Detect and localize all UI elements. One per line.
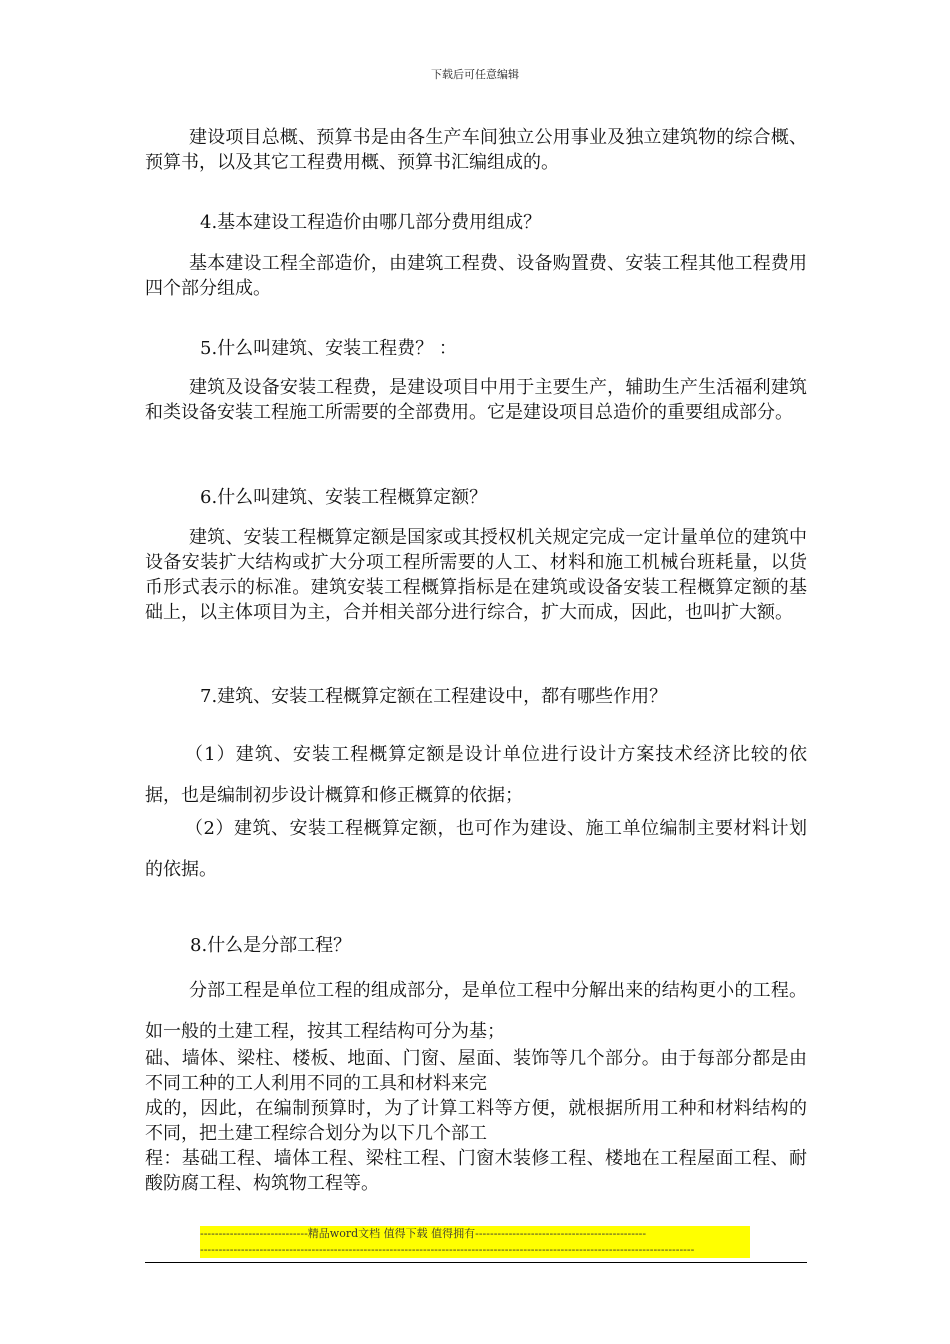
answer-8-part-4: 程：基础工程、墙体工程、梁柱工程、门窗木装修工程、楼地在工程屋面工程、耐酸防腐工程、构筑物工程等。 <box>145 1148 807 1194</box>
footer-line-1: -----------------------------精品word文档 值得下载 值得拥有---------------------------------------------- <box>200 1227 647 1240</box>
answer-4: 基本建设工程全部造价，由建筑工程费、设备购置费、安装工程其他工程费用四个部分组成。 <box>145 253 807 299</box>
footer-banner <box>200 1226 750 1258</box>
footer-rule <box>145 1262 807 1263</box>
answer-5: 建筑及设备安装工程费，是建设项目中用于主要生产，辅助生产生活福利建筑和类设备安装工程施工所需要的全部费用。它是建设项目总造价的重要组成部分。 <box>145 377 807 423</box>
answer-7-item-2: （2）建筑、安装工程概算定额，也可作为建设、施工单位编制主要材料计划的依据。 <box>145 818 807 880</box>
question-6: 6.什么叫建筑、安装工程概算定额？ <box>200 487 488 508</box>
question-4: 4.基本建设工程造价由哪几部分费用组成？ <box>200 212 542 233</box>
page-header: 下载后可任意编辑 <box>431 68 519 81</box>
paragraph-project-budget: 建设项目总概、预算书是由各生产车间独立公用事业及独立建筑物的综合概、预算书，以及其它工程费用概、预算书汇编组成的。 <box>145 127 807 173</box>
answer-8-part-2: 础、墙体、梁柱、楼板、地面、门窗、屋面、装饰等几个部分。由于每部分都是由不同工种的工人利用不同的工具和材料来完 <box>145 1048 807 1094</box>
question-7: 7.建筑、安装工程概算定额在工程建设中，都有哪些作用？ <box>200 686 668 707</box>
answer-6: 建筑、安装工程概算定额是国家或其授权机关规定完成一定计量单位的建筑中设备安装扩大结构或扩大分项工程所需要的人工、材料和施工机械台班耗量，以货币形式表示的标准。建筑安装工程概算指标是在建筑或设备安装工程概算定额的基础上，以主体项目为主，合并相关部分进行综合，扩大而成，因此，也叫扩大额。 <box>145 527 807 623</box>
answer-8-part-1: 分部工程是单位工程的组成部分，是单位工程中分解出来的结构更小的工程。如一般的土建工程，按其工程结构可分为基； <box>145 980 807 1042</box>
footer-line-2: ------------------------------------------------------------------------------------------------------------------------------------- <box>200 1243 695 1256</box>
answer-7-item-1: （1）建筑、安装工程概算定额是设计单位进行设计方案技术经济比较的依据，也是编制初步设计概算和修正概算的依据； <box>145 744 807 806</box>
question-5: 5.什么叫建筑、安装工程费？ ： <box>200 338 457 359</box>
question-8: 8.什么是分部工程？ <box>190 935 352 956</box>
answer-8-part-3: 成的，因此，在编制预算时，为了计算工料等方便，就根据所用工种和材料结构的不同，把土建工程综合划分为以下几个部工 <box>145 1098 807 1144</box>
